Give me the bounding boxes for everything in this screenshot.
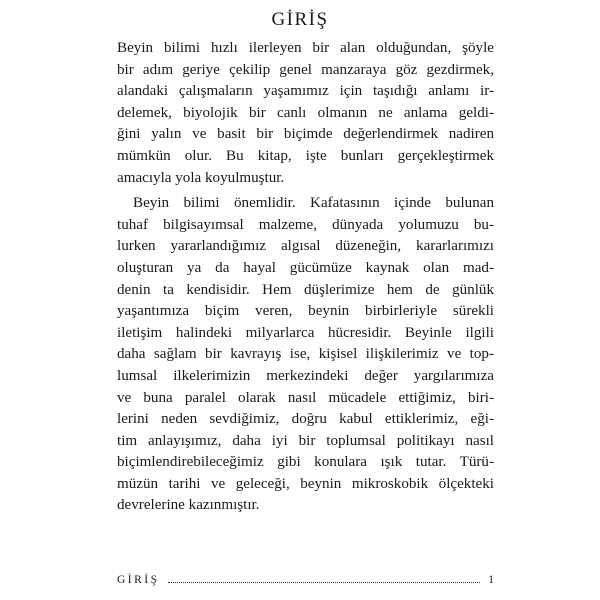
text-line: denin ta kendisidir. Hem düşlerimize hem de günlük xyxy=(117,281,494,298)
text-line: oluşturan ya da hayal gücümüze kaynak olan mad- xyxy=(117,259,494,276)
paragraph-2 xyxy=(117,193,494,517)
text-line: biçimlendirebileceğimiz gibi konulara ışık tutar. Türü- xyxy=(117,454,494,471)
text-line: yaşantımıza biçim veren, beynin birbirleriyle sürekli xyxy=(117,303,494,320)
paragraph-1 xyxy=(117,38,494,189)
text-line: tim anlayışımız, daha iyi bir toplumsal politikayı nasıl xyxy=(117,432,494,449)
text-line: Beyin bilimi önemlidir. Kafatasının içinde bulunan xyxy=(133,195,494,212)
chapter-title: GİRİŞ xyxy=(271,9,329,30)
dotted-leader xyxy=(168,581,481,583)
running-head: GİRİŞ xyxy=(117,574,160,586)
text-line: iletişim halindeki milyarlarca hücresidir. Beyinle ilgili xyxy=(117,324,494,341)
text-line: alandaki çalışmaların yaşamımız için taşıdığı anlamı ir- xyxy=(117,83,494,100)
text-line: devrelerine kazınmıştır. xyxy=(117,497,260,514)
text-line: lumsal ilkelerimizin merkezindeki değer yargılarımıza xyxy=(117,367,494,384)
text-line: daha sağlam bir kavrayış ise, kişisel ilişkilerimiz ve top- xyxy=(117,346,494,363)
page-number: 1 xyxy=(488,574,494,586)
text-line: müzün tarihi ve geleceği, beynin mikroskobik ölçekteki xyxy=(117,475,494,492)
text-line: lerini neden sevdiğimiz, doğru kabul ettiklerimiz, eği- xyxy=(117,411,494,428)
text-line: lurken yararlandığımız algısal düzeneğin, kararlarımızı xyxy=(117,238,494,255)
text-line: Beyin bilimi hızlı ilerleyen bir alan olduğundan, şöyle xyxy=(117,40,494,56)
text-line: delemek, biyolojik bir canlı olmanın ne anlama geldi- xyxy=(117,104,494,121)
body-text xyxy=(117,38,494,517)
text-line: amacıyla yola koyulmuştur. xyxy=(117,169,285,186)
text-line: ve buna paralel olarak nasıl mücadele ettiğimiz, biri- xyxy=(117,389,494,406)
text-line: mümkün olur. Bu kitap, işte bunları gerçekleştirmek xyxy=(117,147,494,164)
text-line: ğini yalın ve basit bir biçimde değerlendirmek nadiren xyxy=(117,126,494,143)
text-line: tuhaf bilgisayımsal malzeme, dünyada yolumuzu bu- xyxy=(117,216,494,233)
page-footer xyxy=(117,574,494,592)
text-line: bir adım geriye çekilip genel manzaraya göz gezdirmek, xyxy=(117,61,494,78)
